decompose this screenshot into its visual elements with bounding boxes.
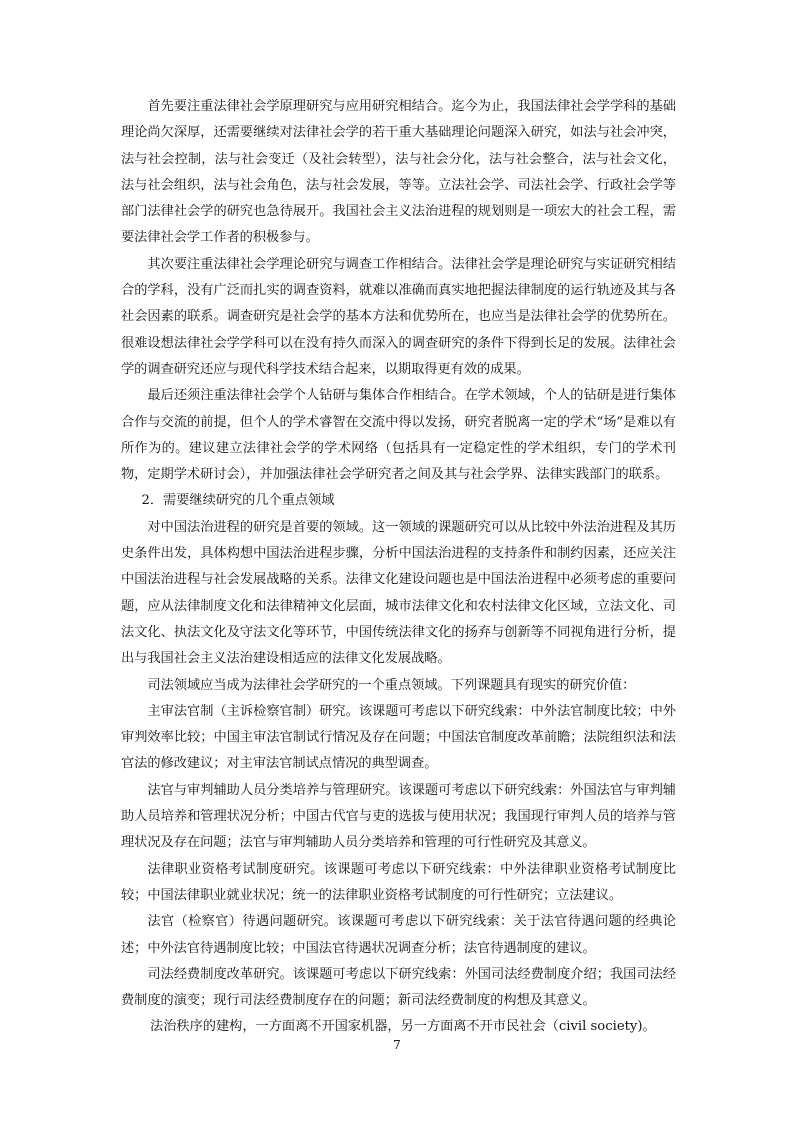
paragraph-rule-of-law-process: 对中国法治进程的研究是首要的领域。这一领域的课题研究可以从比较中外法治进程及其历史条件出发，具体构想中国法治进程步骤，分析中国法治进程的支持条件和制约因素，还应关注中国法治进程与社会发展战略的关系。法律文化建设问题也是中国法治进程中必须考虑的重要问题，应从法律制度文化和法律精神文化层面，城市法律文化和农村法律文化区域，立法文化、司法文化、执法文化及守法文化等环节，中国传统法律文化的扬弃与创新等不同视角进行分析，提出与我国社会主义法治建设相适应的法律文化发展战略。	[121, 519, 676, 667]
paragraph-chief-judge-system: 主审法官制（主诉检察官制）研究。该课题可考虑以下研究线索：中外法官制度比较；中外审判效率比较；中国主审法官制试行情况及存在问题；中国法官制度改革前瞻；法院组织法和法官法的修改建议；对主审法官制试点情况的典型调查。	[121, 703, 676, 772]
page-number: 7	[393, 1038, 401, 1052]
paragraph-judicial-field: 司法领域应当成为法律社会学研究的一个重点领域。下列课题具有现实的研究价值：	[147, 677, 636, 693]
paragraph-judge-staff-training: 法官与审判辅助人员分类培养与管理研究。该课题可考虑以下研究线索：外国法官与审判辅助人员培养和管理状况分析；中国古代官与吏的选拔与使用状况；我国现行审判人员的培养与管理状况及存在问题；法官与审判辅助人员分类培养和管理的可行性研究及其意义。	[121, 782, 676, 851]
paragraph-judge-treatment: 法官（检察官）待遇问题研究。该课题可考虑以下研究线索：关于法官待遇问题的经典论述；中外法官待遇制度比较；中国法官待遇状况调查分析；法官待遇制度的建议。	[121, 914, 676, 956]
paragraph-individual-collective: 最后还须注重法律社会学个人钻研与集体合作相结合。在学术领域，个人的钻研是进行集体合作与交流的前提，但个人的学术睿智在交流中得以发扬，研究者脱离一定的学术“场”是难以有所作为的。建议建立法律社会学的学术网络（包括具有一定稳定性的学术组织，专门的学术刊物，定期学术研讨会），并加强法律社会学研究者之间及其与社会学界、法律实践部门的联系。	[121, 388, 676, 483]
paragraph-principle-application: 首先要注重法律社会学原理研究与应用研究相结合。迄今为止，我国法律社会学学科的基础理论尚欠深厚，还需要继续对法律社会学的若干重大基础理论问题深入研究，如法与社会冲突，法与社会控制，法与社会变迁（及社会转型），法与社会分化，法与社会整合，法与社会文化，法与社会组织，法与社会角色，法与社会发展，等等。立法社会学、司法社会学、行政社会学等部门法律社会学的研究也急待展开。我国社会主义法治进程的规划则是一项宏大的社会工程，需要法律社会学工作者的积极参与。	[121, 99, 676, 246]
paragraph-rule-of-law-order: 法治秩序的建构，一方面离不开国家机器，另一方面离不开市民社会（civil society)。	[150, 1019, 656, 1035]
body-text	[121, 94, 676, 1041]
paragraph-judicial-funding: 司法经费制度改革研究。该课题可考虑以下研究线索：外国司法经费制度介绍；我国司法经费制度的演变；现行司法经费制度存在的问题；新司法经费制度的构想及其意义。	[121, 966, 676, 1009]
section-heading-key-fields: 2．需要继续研究的几个重点领域	[141, 493, 335, 509]
paragraph-theory-survey: 其次要注重法律社会学理论研究与调查工作相结合。法律社会学是理论研究与实证研究相结合的学科，没有广泛而扎实的调查资料，就难以准确而真实地把握法律制度的运行轨迹及其与各社会因素的联系。调查研究是社会学的基本方法和优势所在，也应当是法律社会学的优势所在。很难设想法律社会学学科可以在没有持久而深入的调查研究的条件下得到长足的发展。法律社会学的调查研究还应与现代科学技术结合起来，以期取得更有效的成果。	[121, 256, 676, 377]
paragraph-legal-qualification-exam: 法律职业资格考试制度研究。该课题可考虑以下研究线索：中外法律职业资格考试制度比较；中国法律职业就业状况；统一的法律职业资格考试制度的可行性研究；立法建议。	[121, 861, 676, 903]
